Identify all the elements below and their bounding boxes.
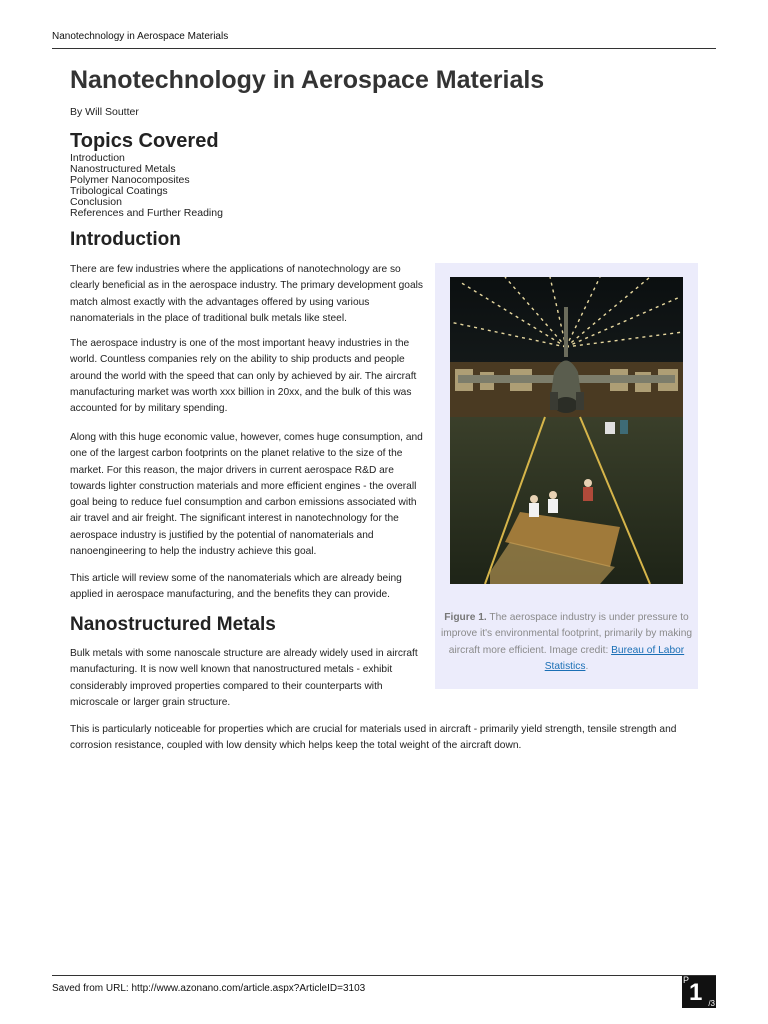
- image-credit-link[interactable]: Bureau of Labor Statistics: [544, 644, 685, 672]
- figure-caption-end: .: [585, 660, 589, 672]
- page-total: /3: [708, 999, 715, 1008]
- header-rule: [52, 48, 716, 49]
- page-prefix: P: [683, 975, 690, 985]
- topic-item-tribological-coatings[interactable]: Tribological Coatings: [70, 185, 168, 197]
- page-title: Nanotechnology in Aerospace Materials: [70, 66, 545, 94]
- author-byline: By Will Soutter: [70, 106, 139, 118]
- topics-list: [70, 153, 223, 219]
- running-header: Nanotechnology in Aerospace Materials: [52, 31, 229, 42]
- topic-item-polymer-nanocomposites[interactable]: Polymer Nanocomposites: [70, 174, 190, 186]
- intro-paragraph-2: The aerospace industry is one of the most important heavy industries in the world. Countless companies rely on the ability to ship products and people around the world with the speed that can only by achieved by air. The aircraft manufacturing market was worth xxx billion in 20xx, and the bulk of this was accounted for by military spending.: [70, 338, 417, 415]
- metals-paragraph-2: This is particularly noticeable for properties which are crucial for materials used in aircraft - primarily yield strength, tensile strength and corrosion resistance, coupled with low density which helps keep the total weight of the aircraft down.: [70, 724, 677, 752]
- nanostructured-metals-heading: Nanostructured Metals: [70, 614, 276, 635]
- topics-heading: Topics Covered: [70, 130, 219, 152]
- metals-paragraph-1: Bulk metals with some nanoscale structure are already widely used in aircraft manufacturing. It is now well known that nanostructured metals - exhibit considerably improved properties compared to their counterparts with microscale or larger grain structure.: [70, 648, 418, 708]
- intro-paragraph-4: This article will review some of the nanomaterials which are already being applied in aerospace manufacturing, and the benefits they can provide.: [70, 573, 402, 601]
- page-number-badge: [682, 976, 716, 1008]
- figure-label: Figure 1.: [444, 612, 487, 623]
- intro-paragraph-1: There are few industries where the applications of nanotechnology are so clearly beneficial as in the aerospace industry. The primary development goals match almost exactly with the advantages offered by using various nanomaterials in the place of traditional bulk metals like steel.: [70, 264, 423, 324]
- topic-item-nanostructured-metals[interactable]: Nanostructured Metals: [70, 163, 176, 175]
- source-url: Saved from URL: http://www.azonano.com/article.aspx?ArticleID=3103: [52, 983, 366, 994]
- page-number: 1: [689, 979, 703, 1006]
- intro-paragraph-3: Along with this huge economic value, however, comes huge consumption, and one of the largest carbon footprints on the planet relative to the size of the market. For this reason, the major drivers in current aerospace R&D are towards lighter construction materials and more efficient engines - the overall goal being to reduce fuel consumption and carbon emissions associated with air travel and air freight. The significant interest in nanotechnology for the aerospace industry is justified by the potential of nanomaterials and nanoengineering to help the industry achieve this goal.: [70, 432, 423, 558]
- introduction-heading: Introduction: [70, 229, 181, 250]
- topic-item-conclusion[interactable]: Conclusion: [70, 196, 122, 208]
- figure-1: [435, 263, 698, 689]
- figure-caption: [435, 610, 698, 675]
- footer-rule: [52, 975, 716, 976]
- figure-caption-text: The aerospace industry is under pressure to improve it's environmental footprint, primarily by making aircraft more efficient. Image credit:: [440, 612, 693, 656]
- aircraft-hangar-photo: [450, 277, 683, 584]
- topic-item-references[interactable]: References and Further Reading: [70, 207, 223, 219]
- topic-item-introduction[interactable]: Introduction: [70, 152, 125, 164]
